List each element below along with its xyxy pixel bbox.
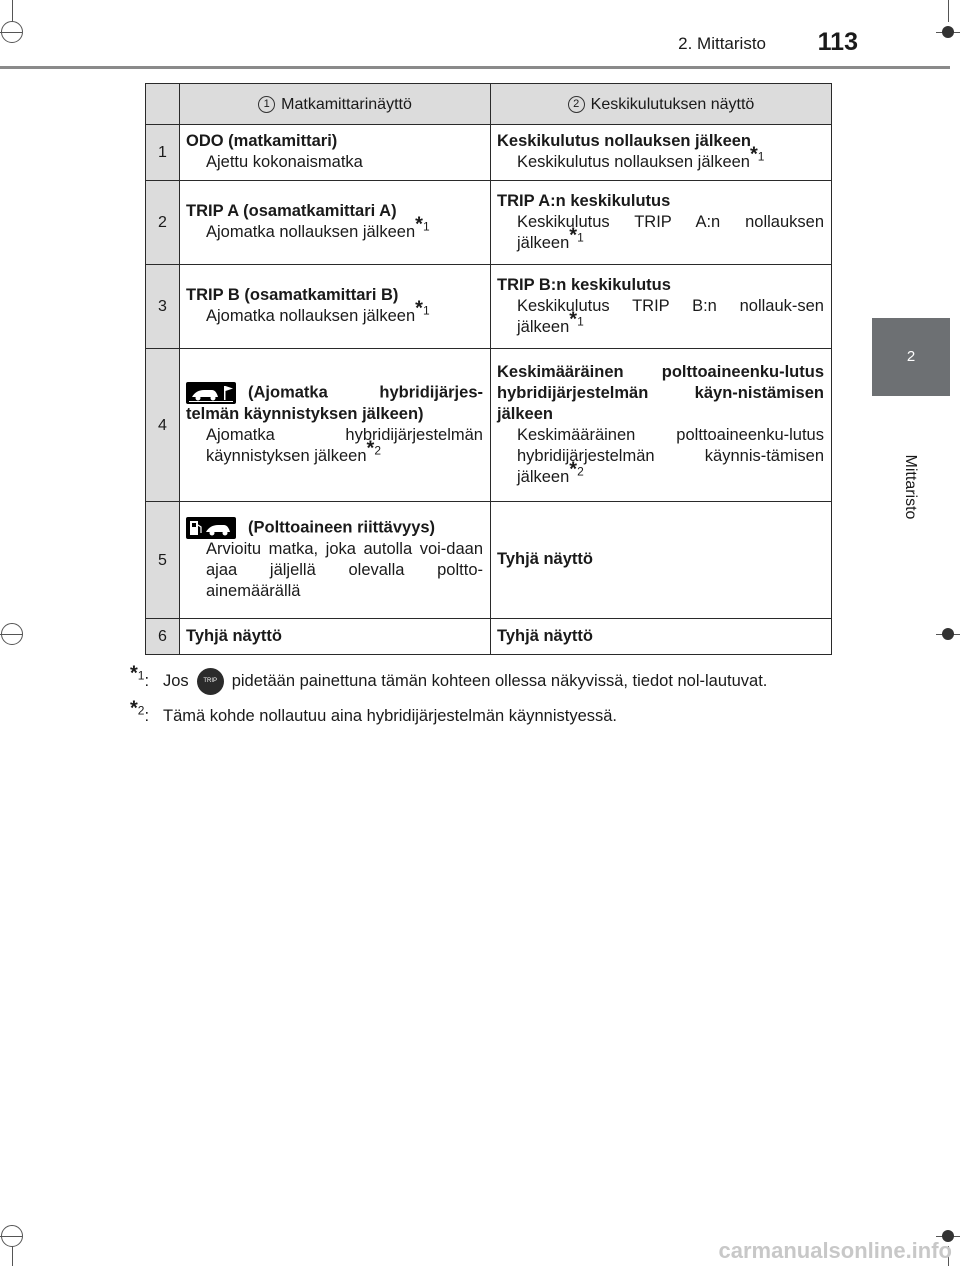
page-number: 113 [817, 28, 858, 56]
table-row [146, 125, 832, 181]
odometer-cell: TRIP A (osamatkamittari A) Ajomatka nollauksen jälkeen*$^1$ [180, 181, 491, 265]
consumption-cell: Tyhjä näyttö [491, 619, 832, 655]
footnote-2: *$^2$: Tämä kohde nollautuu aina hybridijärjestelmän käynnistyessä. [130, 697, 617, 726]
section-title: 2. Mittaristo [678, 34, 766, 53]
table-row [146, 181, 832, 265]
consumption-cell: TRIP B:n keskikulutus Keskikulutus TRIP B:n nollauk-sen jälkeen*$^1$ [491, 265, 832, 349]
row-number: 6 [146, 619, 180, 655]
trip-button-icon: TRIP [197, 668, 224, 695]
row-number: 2 [146, 181, 180, 265]
consumption-cell: Keskikulutus nollauksen jälkeen Keskikulutus nollauksen jälkeen*$^1$ [491, 125, 832, 181]
row-number: 5 [146, 502, 180, 619]
table-header-row [146, 84, 832, 125]
marker-2: 2 [568, 96, 585, 113]
header-rule [0, 66, 950, 69]
table-row [146, 349, 832, 502]
consumption-cell: TRIP A:n keskikulutus Keskikulutus TRIP A:n nollauksen jälkeen*$^1$ [491, 181, 832, 265]
column-header-consumption: 2 Keskikulutuksen näyttö [491, 84, 832, 125]
row-number: 4 [146, 349, 180, 502]
table-row [146, 265, 832, 349]
header-blank-cell [146, 84, 180, 125]
odometer-cell: ODO (matkamittari) Ajettu kokonaismatka [180, 125, 491, 181]
row-number: 1 [146, 125, 180, 181]
odometer-cell: (Ajomatka hybridijärjes-telmän käynnistyksen jälkeen) Ajomatka hybridijärjestelmän käynnistyksen jälkeen*$^2$ [180, 349, 491, 502]
watermark: carmanualsonline.info [718, 1238, 952, 1263]
consumption-cell: Keskimääräinen polttoaineenku-lutus hybridijärjestelmän käyn-nistämisen jälkeen Keskimääräinen polttoaineenku-lutus hybridijärjestelmän käynnis-tämisen jälkeen*$^2$ [491, 349, 832, 502]
marker-1: 1 [258, 96, 275, 113]
car-flag-icon [186, 382, 236, 404]
display-table [145, 83, 832, 655]
chapter-tab: 2 [872, 318, 950, 396]
odometer-cell: Tyhjä näyttö [180, 619, 491, 655]
footnotes [130, 662, 826, 730]
row-number: 3 [146, 265, 180, 349]
odometer-cell: (Polttoaineen riittävyys) Arvioitu matka, joka autolla voi-daan ajaa jäljellä olevalla poltto-ainemäärällä [180, 502, 491, 619]
fuel-pump-car-icon [186, 517, 236, 539]
chapter-label: Mittaristo [902, 454, 919, 520]
table-row [146, 619, 832, 655]
column-header-odometer: 1 Matkamittarinäyttö [180, 84, 491, 125]
odometer-cell: TRIP B (osamatkamittari B) Ajomatka nollauksen jälkeen*$^1$ [180, 265, 491, 349]
consumption-cell: Tyhjä näyttö [491, 502, 832, 619]
footnote-1: *$^1$: Jos TRIP pidetään painettuna tämän kohteen ollessa näkyvissä, tiedot nol-lautuvat. [130, 668, 826, 695]
table-row [146, 502, 832, 619]
